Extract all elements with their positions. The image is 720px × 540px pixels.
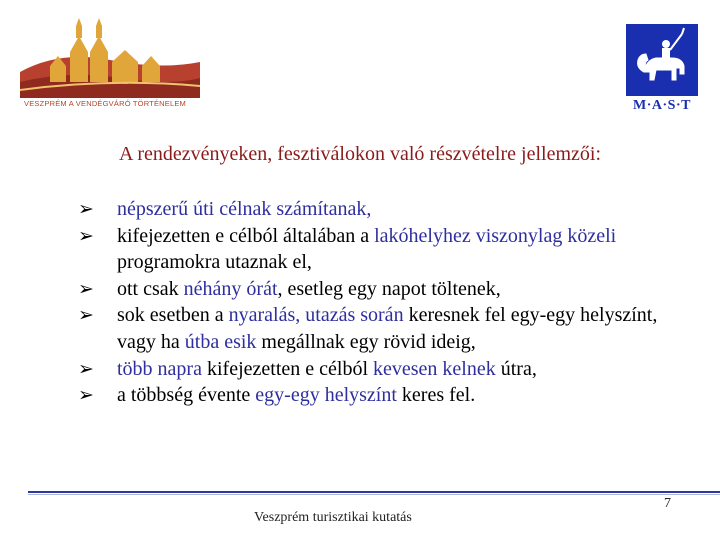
bullet-highlight-text: nyaralás, utazás során [228,304,404,327]
bullet-highlight-text: több napra [117,357,202,380]
bullet-item [78,356,698,383]
arrow-bullet-icon: ➢ [78,384,94,407]
bullet-highlight-text: néhány órát [183,277,278,300]
bullet-highlight-text: lakóhelyhez viszonylag [374,224,563,247]
bullet-item [78,223,698,276]
bullet-text: keresnek fel egy-egy helyszínt, vagy ha [117,304,658,353]
bullet-item [78,302,698,355]
arrow-bullet-icon: ➢ [78,357,94,380]
bullet-item [78,196,698,223]
bullet-text: ott csak [117,277,184,300]
bullet-text: programokra utaznak el, [117,251,312,274]
bullet-highlight-text: közeli [567,224,617,247]
mast-logo [626,24,698,120]
bullet-text: , esetleg egy napot töltenek, [277,277,501,300]
bullet-text: útra, [495,357,537,380]
bullet-text: sok esetben a [117,304,229,327]
bullet-text: kifejezetten e célból általában a [117,224,375,247]
bullet-highlight-text: útba esik [184,330,257,353]
footer-text: Veszprém turisztikai kutatás [254,510,412,525]
footer-divider-shadow [28,494,720,495]
bullet-text: a többség évente [117,384,256,407]
bullet-list [78,196,698,409]
veszprem-logo [20,12,200,110]
arrow-bullet-icon: ➢ [78,277,94,300]
bullet-highlight-text: népszerű úti célnak számítanak, [117,198,372,220]
bullet-highlight-text: egy-egy helyszínt [255,384,397,407]
arrow-bullet-icon: ➢ [78,224,94,247]
slide-title: A rendezvényeken, fesztiválokon való részvételre jellemzői: [118,143,601,165]
bullet-highlight-text: kevesen kelnek [373,357,496,380]
page-number: 7 [664,496,671,511]
bullet-text: kifejezetten e célból [201,357,373,380]
arrow-bullet-icon: ➢ [78,304,94,327]
arrow-bullet-icon: ➢ [78,198,94,220]
footer-divider [28,491,720,493]
bullet-item [78,382,698,409]
logo-caption: VESZPRÉM A VENDÉGVÁRÓ TÖRTÉNELEM [24,99,186,108]
mast-horseman-icon [626,24,698,96]
mast-logo-text: M·A·S·T [633,98,691,113]
bullet-text: keres fel. [396,384,476,407]
bullet-text: megállnak egy rövid ideig, [256,330,476,353]
bullet-item [78,276,698,303]
